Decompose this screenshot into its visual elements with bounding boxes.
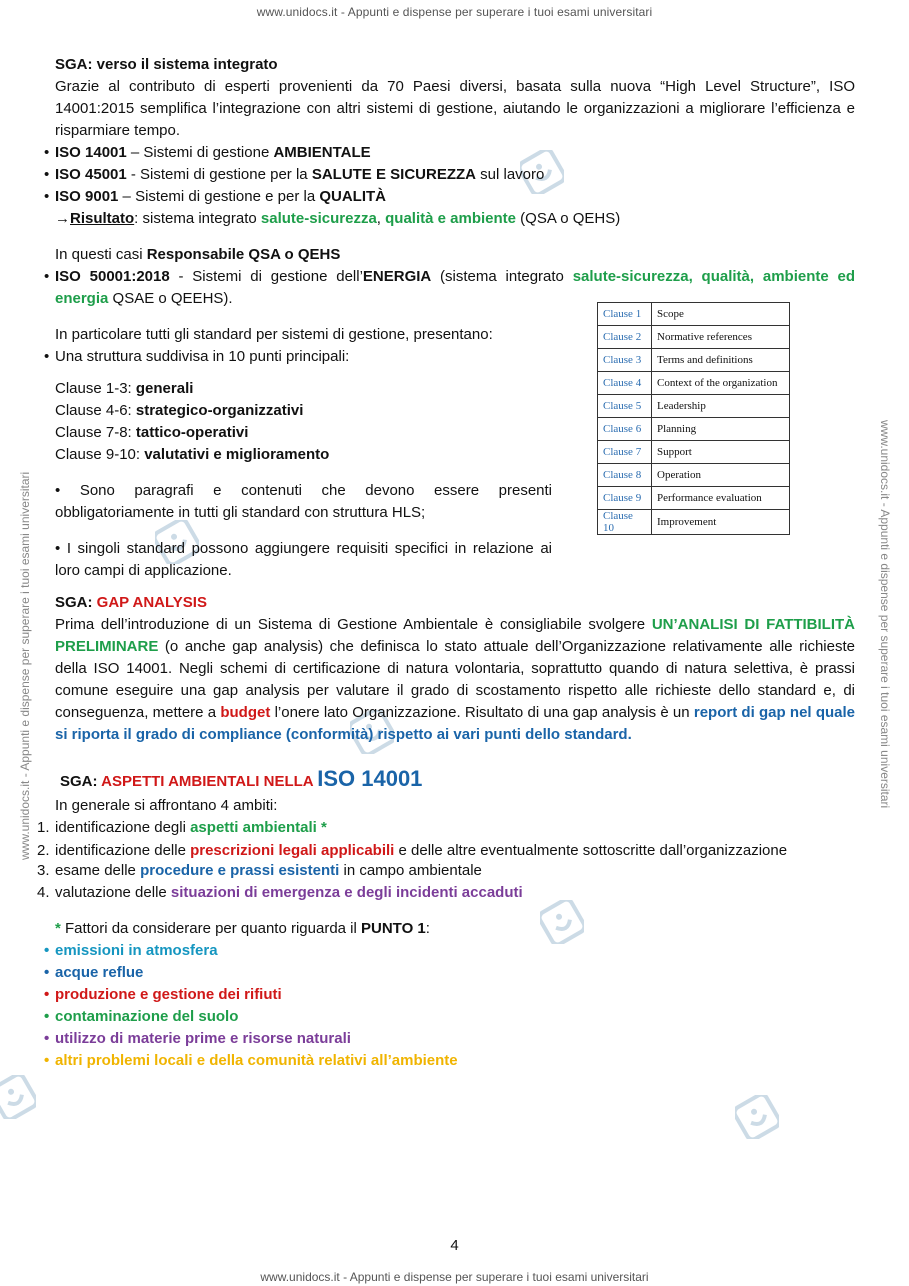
- table-row: [598, 510, 790, 535]
- clause-group: Clause 7-8: tattico-operativi: [55, 424, 249, 441]
- list-item: 3. esame delle procedure e prassi esistenti in campo ambientale: [37, 862, 482, 879]
- list-item: • ISO 9001 – Sistemi di gestione e per la QUALITÀ: [55, 186, 855, 208]
- list-item: 2. identificazione delle prescrizioni legali applicabili e delle altre eventualmente sottoscritte dall’organizzazione: [37, 842, 788, 859]
- table-cell: Clause 7: [598, 441, 652, 464]
- unidocs-logo-icon: [735, 1095, 779, 1139]
- table-row: [598, 303, 790, 326]
- table-row: [598, 418, 790, 441]
- table-cell: Improvement: [652, 510, 790, 535]
- table-cell: Clause 6: [598, 418, 652, 441]
- list-item: • produzione e gestione dei rifiuti: [55, 984, 855, 1006]
- clause-group: Clause 1-3: generali: [55, 380, 194, 397]
- table-row: [598, 349, 790, 372]
- table-cell: Operation: [652, 464, 790, 487]
- table-cell: Clause 4: [598, 372, 652, 395]
- table-cell: Clause 8: [598, 464, 652, 487]
- table-cell: Clause 3: [598, 349, 652, 372]
- main-content: [37, 54, 855, 1072]
- numbered-list: [37, 817, 855, 904]
- list-item: • Una struttura suddivisa in 10 punti principali:: [55, 346, 855, 368]
- table-row: [598, 464, 790, 487]
- section-title: SGA: verso il sistema integrato: [55, 56, 278, 73]
- table-row: [598, 441, 790, 464]
- list-item: • emissioni in atmosfera: [55, 940, 855, 962]
- list-item: • acque reflue: [55, 962, 855, 984]
- table-cell: Scope: [652, 303, 790, 326]
- page-footer: www.unidocs.it - Appunti e dispense per superare i tuoi esami universitari: [260, 1270, 649, 1284]
- table-cell: Context of the organization: [652, 372, 790, 395]
- table-cell: Planning: [652, 418, 790, 441]
- table-cell: Clause 9: [598, 487, 652, 510]
- side-watermark-right: www.unidocs.it - Appunti e dispense per superare i tuoi esami universitari: [878, 420, 892, 809]
- responsible-line: In questi casi Responsabile QSA o QEHS: [55, 246, 341, 263]
- table-cell: Clause 5: [598, 395, 652, 418]
- list-item: 4. valutazione delle situazioni di emergenza e degli incidenti accaduti: [37, 884, 523, 901]
- section-title: SGA: GAP ANALYSIS: [55, 594, 207, 611]
- arrow-icon: →: [55, 210, 70, 227]
- clauses-table: [597, 302, 790, 535]
- table-cell: Terms and definitions: [652, 349, 790, 372]
- table-row: [598, 372, 790, 395]
- paragraph: • Sono paragrafi e contenuti che devono essere presenti obbligatoriamente in tutti gli standard con struttura HLS;: [55, 482, 552, 521]
- table-cell: Performance evaluation: [652, 487, 790, 510]
- table-row: [598, 487, 790, 510]
- list-item: • altri problemi locali e della comunità relativi all’ambiente: [55, 1050, 855, 1072]
- table-cell: Support: [652, 441, 790, 464]
- list-item: • utilizzo di materie prime e risorse naturali: [55, 1028, 855, 1050]
- section-title: SGA: ASPETTI AMBIENTALI NELLA ISO 14001: [60, 766, 423, 791]
- list-item: 1. identificazione degli aspetti ambientali *: [37, 819, 327, 836]
- result-line: →Risultato: sistema integrato salute-sicurezza, qualità e ambiente (QSA o QEHS): [55, 210, 621, 227]
- table-cell: Clause 10: [598, 510, 652, 535]
- list-item: • ISO 14001 – Sistemi di gestione AMBIENTALE: [55, 142, 855, 164]
- paragraph: In generale si affrontano 4 ambiti:: [55, 797, 278, 814]
- paragraph: Grazie al contributo di esperti provenienti da 70 Paesi diversi, basata sulla nuova “High Level Structure”, ISO 14001:2015 semplifica l’integrazione con altri sistemi di gestione, aiutando le organizzazioni a migliorare l’efficienza e risparmiare tempo.: [55, 78, 855, 139]
- paragraph: • I singoli standard possono aggiungere requisiti specifici in relazione ai loro campi di applicazione.: [55, 540, 552, 579]
- table-cell: Clause 1: [598, 303, 652, 326]
- table-row: [598, 395, 790, 418]
- table-cell: Leadership: [652, 395, 790, 418]
- page-number: 4: [450, 1237, 459, 1254]
- list-item: • ISO 50001:2018 - Sistemi di gestione dell’ENERGIA (sistema integrato salute-sicurezza, qualità, ambiente ed energia QSAE o QEEHS).: [55, 266, 855, 310]
- clause-group: Clause 9-10: valutativi e miglioramento: [55, 446, 330, 463]
- page-header: www.unidocs.it - Appunti e dispense per superare i tuoi esami universitari: [256, 5, 653, 19]
- table-cell: Normative references: [652, 326, 790, 349]
- list-item: • contaminazione del suolo: [55, 1006, 855, 1028]
- clause-group: Clause 4-6: strategico-organizzativi: [55, 402, 304, 419]
- factors-intro: * Fattori da considerare per quanto riguarda il PUNTO 1:: [55, 920, 430, 937]
- paragraph: In particolare tutti gli standard per sistemi di gestione, presentano:: [55, 326, 493, 343]
- paragraph: Prima dell’introduzione di un Sistema di Gestione Ambientale è consigliabile svolgere UN’ANALISI DI FATTIBILITÀ PRELIMINARE (o anche gap analysis) che definisca lo stato attuale dell’Organizzazione relativamente alle richieste della ISO 14001. Negli schemi di certificazione di natura volontaria, soprattutto quando di natura selettiva, è prassi comune eseguire una gap analysis per valutare il grado di scostamento rispetto alle richieste dello standard e, di conseguenza, mettere a budget l’onere lato Organizzazione. Risultato di una gap analysis è un report di gap nel quale si riporta il grado di compliance (conformità) rispetto ai vari punti dello standard.: [55, 616, 855, 743]
- list-item: • ISO 45001 - Sistemi di gestione per la SALUTE E SICUREZZA sul lavoro: [55, 164, 855, 186]
- unidocs-logo-icon: [0, 1075, 36, 1119]
- side-watermark-left: www.unidocs.it - Appunti e dispense per superare i tuoi esami universitari: [18, 471, 32, 860]
- table-cell: Clause 2: [598, 326, 652, 349]
- table-row: [598, 326, 790, 349]
